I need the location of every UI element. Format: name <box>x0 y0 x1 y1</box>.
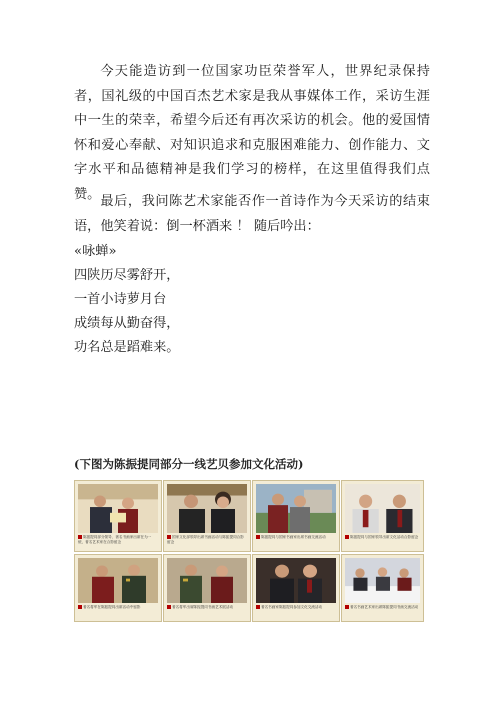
article-paragraph-2: 最后，我问陈艺术家能否作一首诗作为今天采访的结束语，他笑着说：倒一杯酒来 ！ 随后吟出： <box>74 194 430 234</box>
article-paragraph-1: 今天能造访到一位国家功臣荣誉军人，世界纪录保持者，国礼级的中国百杰艺术家是我从事媒体工作，采访生涯中一生的荣幸，希望今后还有再次采访的机会。他的爱国情怀和爱心奉献、对知识追求和克服困难能力、创作能力、文字水平和品德精神是我们学习的榜样，在这里值得我们点赞。 <box>74 64 430 202</box>
poem-title: «咏蝉» <box>74 244 117 259</box>
photo-caption: 著名书画家陈振提同参加文化交流活动 <box>256 605 336 619</box>
photo-image <box>256 484 336 533</box>
photo-image <box>167 484 247 533</box>
photo-image <box>78 484 158 533</box>
gallery-photo <box>74 480 162 552</box>
photo-image <box>256 558 336 603</box>
photo-caption: 陈振提同与国家领导出席文化活动合影留念 <box>345 535 420 549</box>
photo-caption: 陈振提同与国家书画家出席书画交流活动 <box>256 535 336 549</box>
photo-caption: 著名书画艺术家出席陈振提同书画交流活动 <box>345 605 420 619</box>
poem-line-1: 四陕历尽雾舒开， <box>74 268 180 283</box>
gallery-photo <box>163 554 251 622</box>
gallery-photo <box>341 554 424 622</box>
gallery-photo <box>252 554 340 622</box>
photo-image <box>167 558 247 603</box>
gallery-photo <box>341 480 424 552</box>
photo-caption: 著名将军出席陈振提同书画艺术展活动 <box>167 605 247 619</box>
poem-line-2: 一首小诗萝月台 <box>74 292 167 307</box>
gallery-heading: (下图为陈振提同部分一线艺贝参加文化活动) <box>74 457 304 471</box>
photo-caption: 国家文化部领导出席书画活动与陈振提同合影留念 <box>167 535 244 544</box>
poem-line-3: 成绩每从勤奋得， <box>74 316 180 331</box>
photo-image <box>345 484 420 533</box>
photo-caption: 著名将军在陈振提同出席活动中留影 <box>78 605 158 619</box>
gallery-photo <box>163 480 251 552</box>
poem-line-4: 功名总是蹈难来。 <box>74 340 180 355</box>
gallery-photo <box>252 480 340 552</box>
photo-caption: 陈振提同部分领导、著名书画家出席在为一统，著名艺术家在合影留念 <box>78 535 152 544</box>
photo-image <box>345 558 420 603</box>
photo-image <box>78 558 158 603</box>
gallery-photo <box>74 554 162 622</box>
